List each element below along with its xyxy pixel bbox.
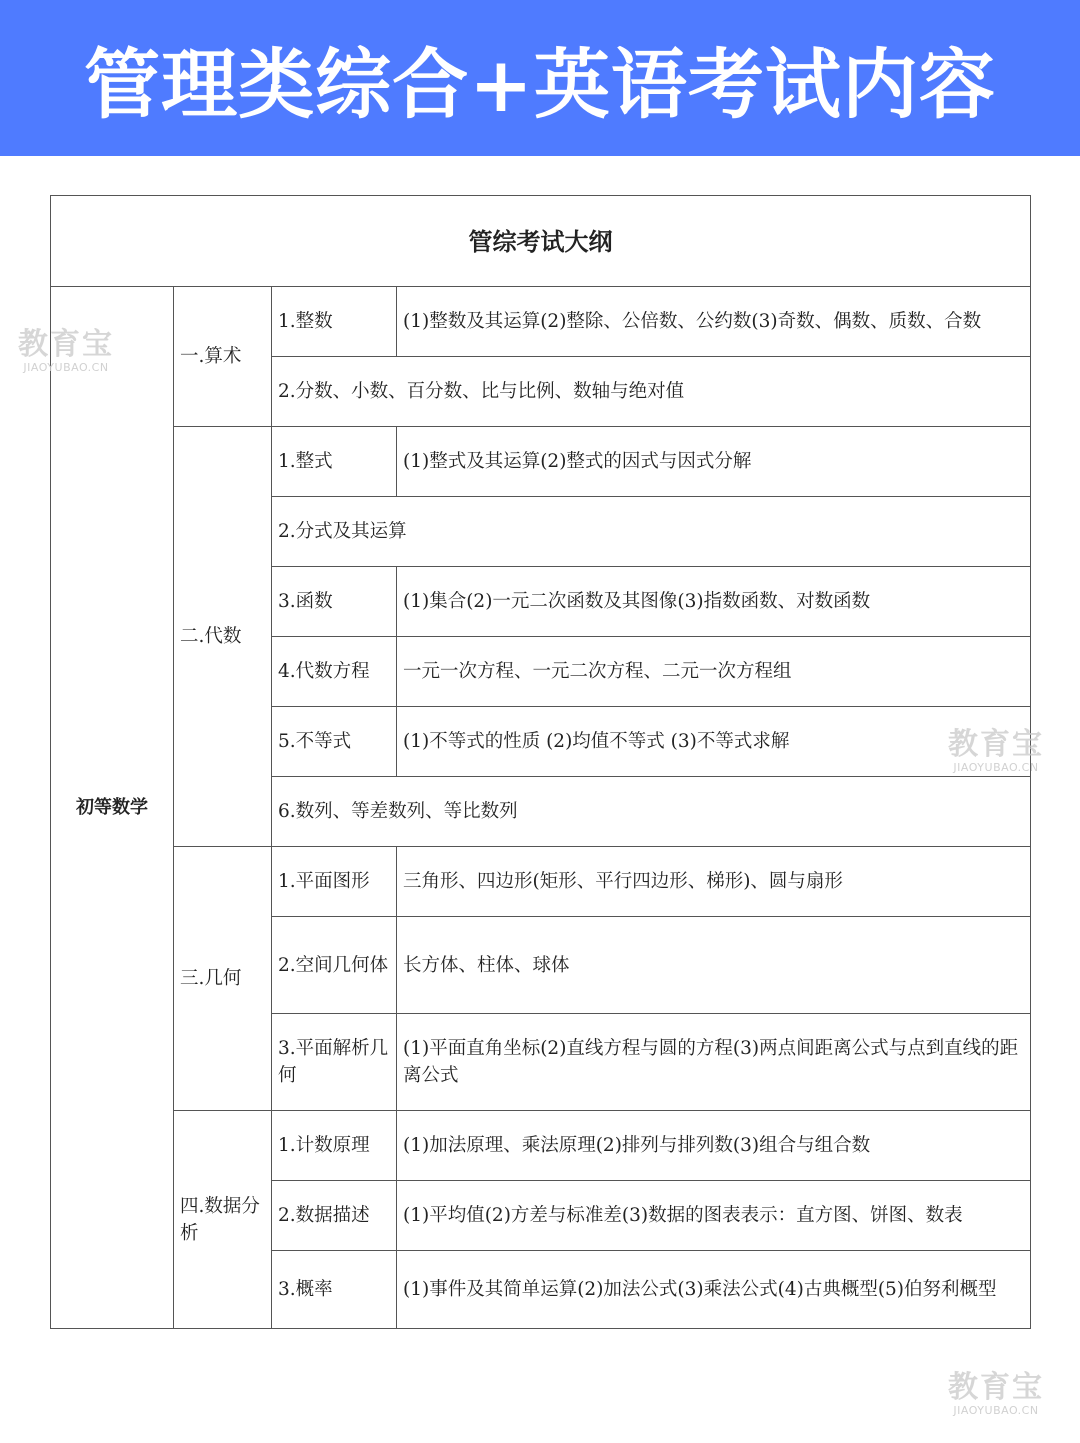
topic-cell: 2.分数、小数、百分数、比与比例、数轴与绝对值: [272, 357, 1031, 427]
detail-cell: (1)不等式的性质 (2)均值不等式 (3)不等式求解: [397, 707, 1031, 777]
detail-cell: 长方体、柱体、球体: [397, 917, 1031, 1014]
watermark-cn: 教育宝: [18, 327, 114, 362]
detail-cell: (1)整式及其运算(2)整式的因式与因式分解: [397, 427, 1031, 497]
topic-cell: 2.分式及其运算: [272, 497, 1031, 567]
topic-cell: 1.计数原理: [272, 1111, 397, 1181]
table-row: [51, 847, 1031, 917]
topic-cell: 3.函数: [272, 567, 397, 637]
header-banner: [0, 0, 1080, 156]
topic-cell: 4.代数方程: [272, 637, 397, 707]
topic-cell: 2.数据描述: [272, 1181, 397, 1251]
table-title-row: [51, 196, 1031, 287]
topic-cell: 3.概率: [272, 1251, 397, 1329]
watermark-cn: 教育宝: [948, 1370, 1044, 1405]
detail-cell: (1)平面直角坐标(2)直线方程与圆的方程(3)两点间距离公式与点到直线的距离公式: [397, 1014, 1031, 1111]
topic-cell: 3.平面解析几何: [272, 1014, 397, 1111]
table-row: [51, 1111, 1031, 1181]
subject-cell: 初等数学: [51, 287, 174, 1329]
topic-cell: 5.不等式: [272, 707, 397, 777]
watermark-en: JIAOYUBAO.CN: [23, 361, 109, 374]
page-title: 管理类综合+英语考试内容: [84, 39, 996, 129]
table-title: 管综考试大纲: [51, 196, 1031, 287]
detail-cell: (1)集合(2)一元二次函数及其图像(3)指数函数、对数函数: [397, 567, 1031, 637]
section-cell: 一.算术: [174, 287, 272, 427]
topic-cell: 6.数列、等差数列、等比数列: [272, 777, 1031, 847]
section-cell: 二.代数: [174, 427, 272, 847]
section-cell: 三.几何: [174, 847, 272, 1111]
topic-cell: 1.平面图形: [272, 847, 397, 917]
watermark-en: JIAOYUBAO.CN: [953, 761, 1039, 774]
detail-cell: 三角形、四边形(矩形、平行四边形、梯形)、圆与扇形: [397, 847, 1031, 917]
detail-cell: (1)加法原理、乘法原理(2)排列与排列数(3)组合与组合数: [397, 1111, 1031, 1181]
watermark-logo: [948, 1370, 1044, 1417]
topic-cell: 2.空间几何体: [272, 917, 397, 1014]
topic-cell: 1.整式: [272, 427, 397, 497]
detail-cell: 一元一次方程、一元二次方程、二元一次方程组: [397, 637, 1031, 707]
watermark-cn: 教育宝: [948, 727, 1044, 762]
table-row: [51, 427, 1031, 497]
syllabus-table: [50, 195, 1031, 1329]
table-row: [51, 287, 1031, 357]
section-cell: 四.数据分析: [174, 1111, 272, 1329]
watermark-en: JIAOYUBAO.CN: [953, 1404, 1039, 1417]
detail-cell: (1)整数及其运算(2)整除、公倍数、公约数(3)奇数、偶数、质数、合数: [397, 287, 1031, 357]
detail-cell: (1)事件及其简单运算(2)加法公式(3)乘法公式(4)古典概型(5)伯努利概型: [397, 1251, 1031, 1329]
detail-cell: (1)平均值(2)方差与标准差(3)数据的图表表示：直方图、饼图、数表: [397, 1181, 1031, 1251]
topic-cell: 1.整数: [272, 287, 397, 357]
